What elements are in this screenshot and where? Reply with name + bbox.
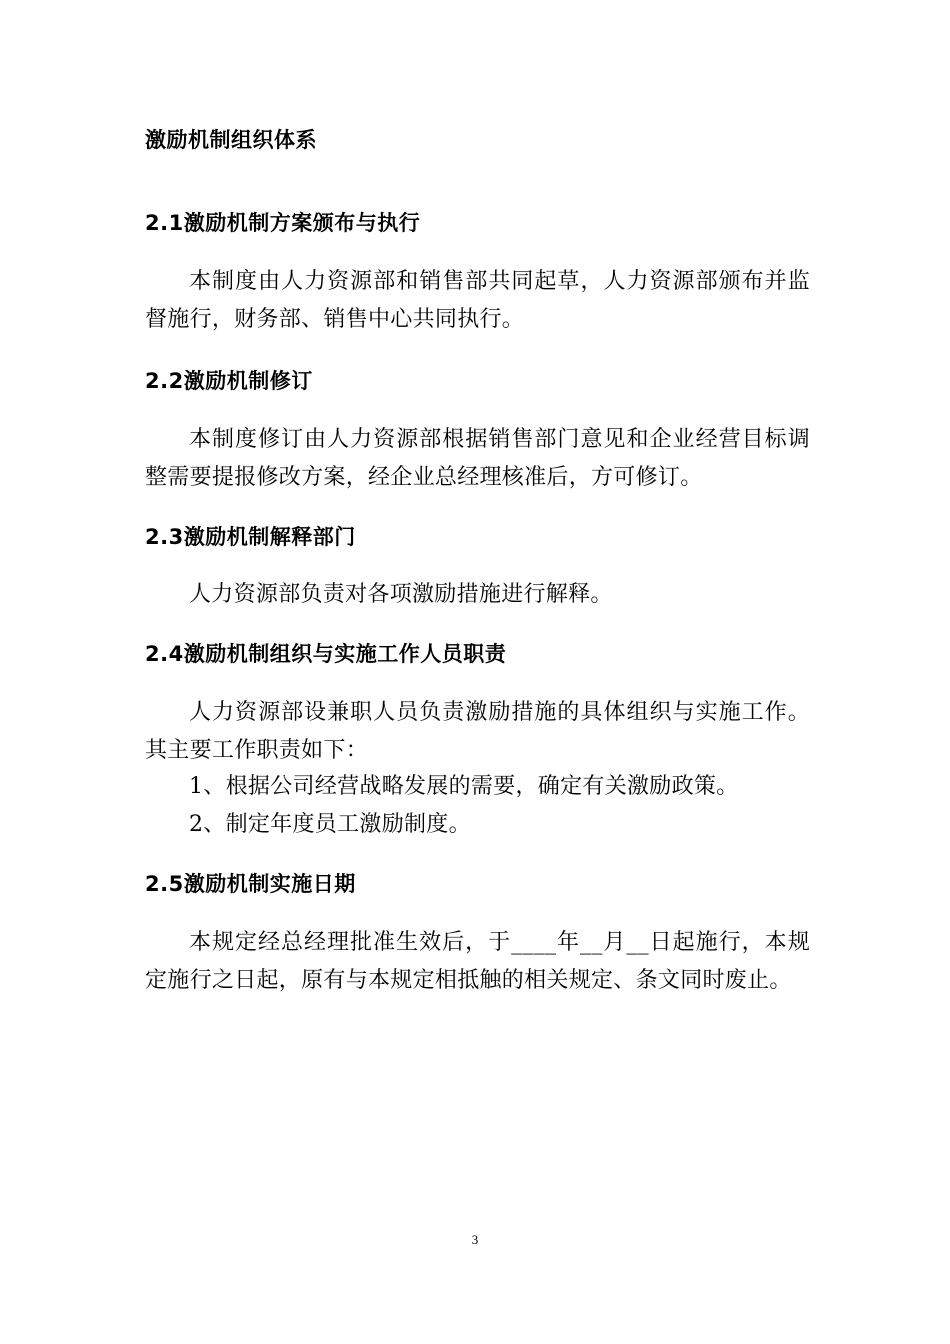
section-heading-2-1: 2.1激励机制方案颁布与执行: [145, 211, 421, 235]
document-title: 激励机制组织体系: [145, 128, 317, 152]
page-number: 3: [471, 1232, 479, 1247]
section-paragraph-2-5: 本规定经总经理批准生效后，于____年__月__日起施行，本规定施行之日起，原有与本规定相抵触的相关规定、条文同时废止。: [145, 930, 810, 993]
section-paragraph-2-4: 人力资源部设兼职人员负责激励措施的具体组织与实施工作。其主要工作职责如下：: [145, 700, 810, 763]
section-paragraph-2-3: 人力资源部负责对各项激励措施进行解释。: [189, 582, 613, 607]
section-heading-2-4: 2.4激励机制组织与实施工作人员职责: [145, 642, 507, 666]
section-paragraph-2-1: 本制度由人力资源部和销售部共同起草，人力资源部颁布并监督施行，财务部、销售中心共同执行。: [145, 269, 810, 332]
list-item: 1、根据公司经营战略发展的需要，确定有关激励政策。: [189, 774, 739, 799]
list-item: 2、制定年度员工激励制度。: [189, 812, 471, 837]
section-paragraph-2-2: 本制度修订由人力资源部根据销售部门意见和企业经营目标调整需要提报修改方案，经企业总经理核准后，方可修订。: [145, 427, 810, 490]
section-heading-2-2: 2.2激励机制修订: [145, 369, 313, 393]
section-heading-2-5: 2.5激励机制实施日期: [145, 872, 356, 896]
section-heading-2-3: 2.3激励机制解释部门: [145, 525, 356, 549]
